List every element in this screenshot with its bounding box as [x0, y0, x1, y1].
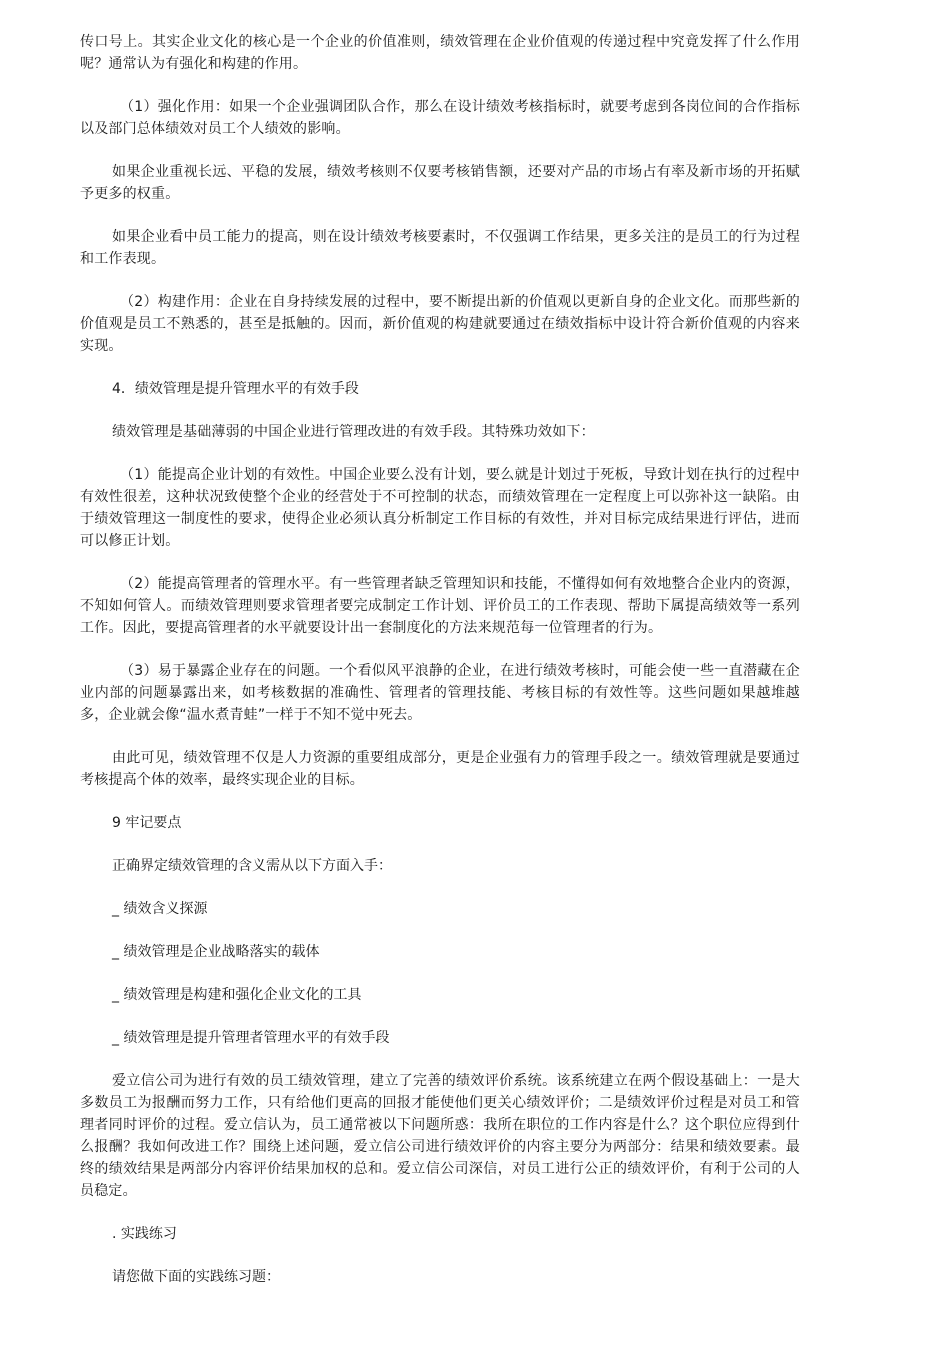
document-page — [80, 31, 800, 1309]
key-point-item: _ 绩效含义探源 — [112, 901, 208, 917]
key-point-item: _ 绩效管理是构建和强化企业文化的工具 — [112, 987, 362, 1003]
paragraph-long-term-development: 如果企业重视长远、平稳的发展，绩效考核则不仅要考核销售额，还要对产品的市场占有率及新市场的开拓赋予更多的权重。 — [80, 164, 800, 202]
section-heading-key-points: 9 牢记要点 — [112, 815, 182, 831]
practice-intro: 请您做下面的实践练习题： — [112, 1269, 280, 1285]
section-heading-practice: . 实践练习 — [112, 1226, 177, 1242]
paragraph-ericsson-case: 爱立信公司为进行有效的员工绩效管理，建立了完善的绩效评价系统。该系统建立在两个假设基础上：一是大多数员工为报酬而努力工作，只有给他们更高的回报才能使他们更关心绩效评价；二是绩效评价过程是对员工和管理者同时评价的过程。爱立信认为，员工通常被以下问题所惑：我所在职位的工作内容是什么？这个职位应得到什么报酬？我如何改进工作？围绕上述问题，爱立信公司进行绩效评价的内容主要分为两部分：结果和绩效要素。最终的绩效结果是两部分内容评价结果加权的总和。爱立信公司深信，对员工进行公正的绩效评价，有利于公司的人员稳定。 — [80, 1073, 800, 1199]
paragraph-effective-means: 绩效管理是基础薄弱的中国企业进行管理改进的有效手段。其特殊功效如下： — [112, 424, 595, 440]
paragraph-strengthen-role: （1）强化作用：如果一个企业强调团队合作，那么在设计绩效考核指标时，就要考虑到各岗位间的合作指标以及部门总体绩效对员工个人绩效的影响。 — [80, 99, 800, 137]
section-heading-4: 4．绩效管理是提升管理水平的有效手段 — [112, 381, 359, 397]
key-point-item: _ 绩效管理是企业战略落实的载体 — [112, 944, 320, 960]
paragraph-construct-role: （2）构建作用：企业在自身持续发展的过程中，要不断提出新的价值观以更新自身的企业文化。而那些新的价值观是员工不熟悉的，甚至是抵触的。因而，新价值观的构建就要通过在绩效指标中设计符合新价值观的内容来实现。 — [80, 294, 800, 354]
paragraph-manager-level: （2）能提高管理者的管理水平。有一些管理者缺乏管理知识和技能，不懂得如何有效地整合企业内的资源，不知如何管人。而绩效管理则要求管理者要完成制定工作计划、评价员工的工作表现、帮助下属提高绩效等一系列工作。因此，要提高管理者的水平就要设计出一套制度化的方法来规范每一位管理者的行为。 — [80, 576, 800, 636]
key-points-intro: 正确界定绩效管理的含义需从以下方面入手： — [112, 858, 392, 874]
key-point-item: _ 绩效管理是提升管理者管理水平的有效手段 — [112, 1030, 390, 1046]
paragraph-expose-problems: （3）易于暴露企业存在的问题。一个看似风平浪静的企业，在进行绩效考核时，可能会使一些一直潜藏在企业内部的问题暴露出来，如考核数据的准确性、管理者的管理技能、考核目标的有效性等。这些问题如果越堆越多，企业就会像“温水煮青蛙”一样于不知不觉中死去。 — [80, 663, 800, 723]
paragraph-plan-effectiveness: （1）能提高企业计划的有效性。中国企业要么没有计划，要么就是计划过于死板，导致计划在执行的过程中有效性很差，这种状况致使整个企业的经营处于不可控制的状态，而绩效管理在一定程度上可以弥补这一缺陷。由于绩效管理这一制度性的要求，使得企业必须认真分析制定工作目标的有效性，并对目标完成结果进行评估，进而可以修正计划。 — [80, 467, 800, 549]
paragraph-employee-ability: 如果企业看中员工能力的提高，则在设计绩效考核要素时，不仅强调工作结果，更多关注的是员工的行为过程和工作表现。 — [80, 229, 800, 267]
paragraph-conclusion: 由此可见，绩效管理不仅是人力资源的重要组成部分，更是企业强有力的管理手段之一。绩效管理就是要通过考核提高个体的效率，最终实现企业的目标。 — [80, 750, 800, 788]
paragraph-culture-intro: 传口号上。其实企业文化的核心是一个企业的价值准则，绩效管理在企业价值观的传递过程中究竟发挥了什么作用呢？通常认为有强化和构建的作用。 — [80, 34, 800, 72]
